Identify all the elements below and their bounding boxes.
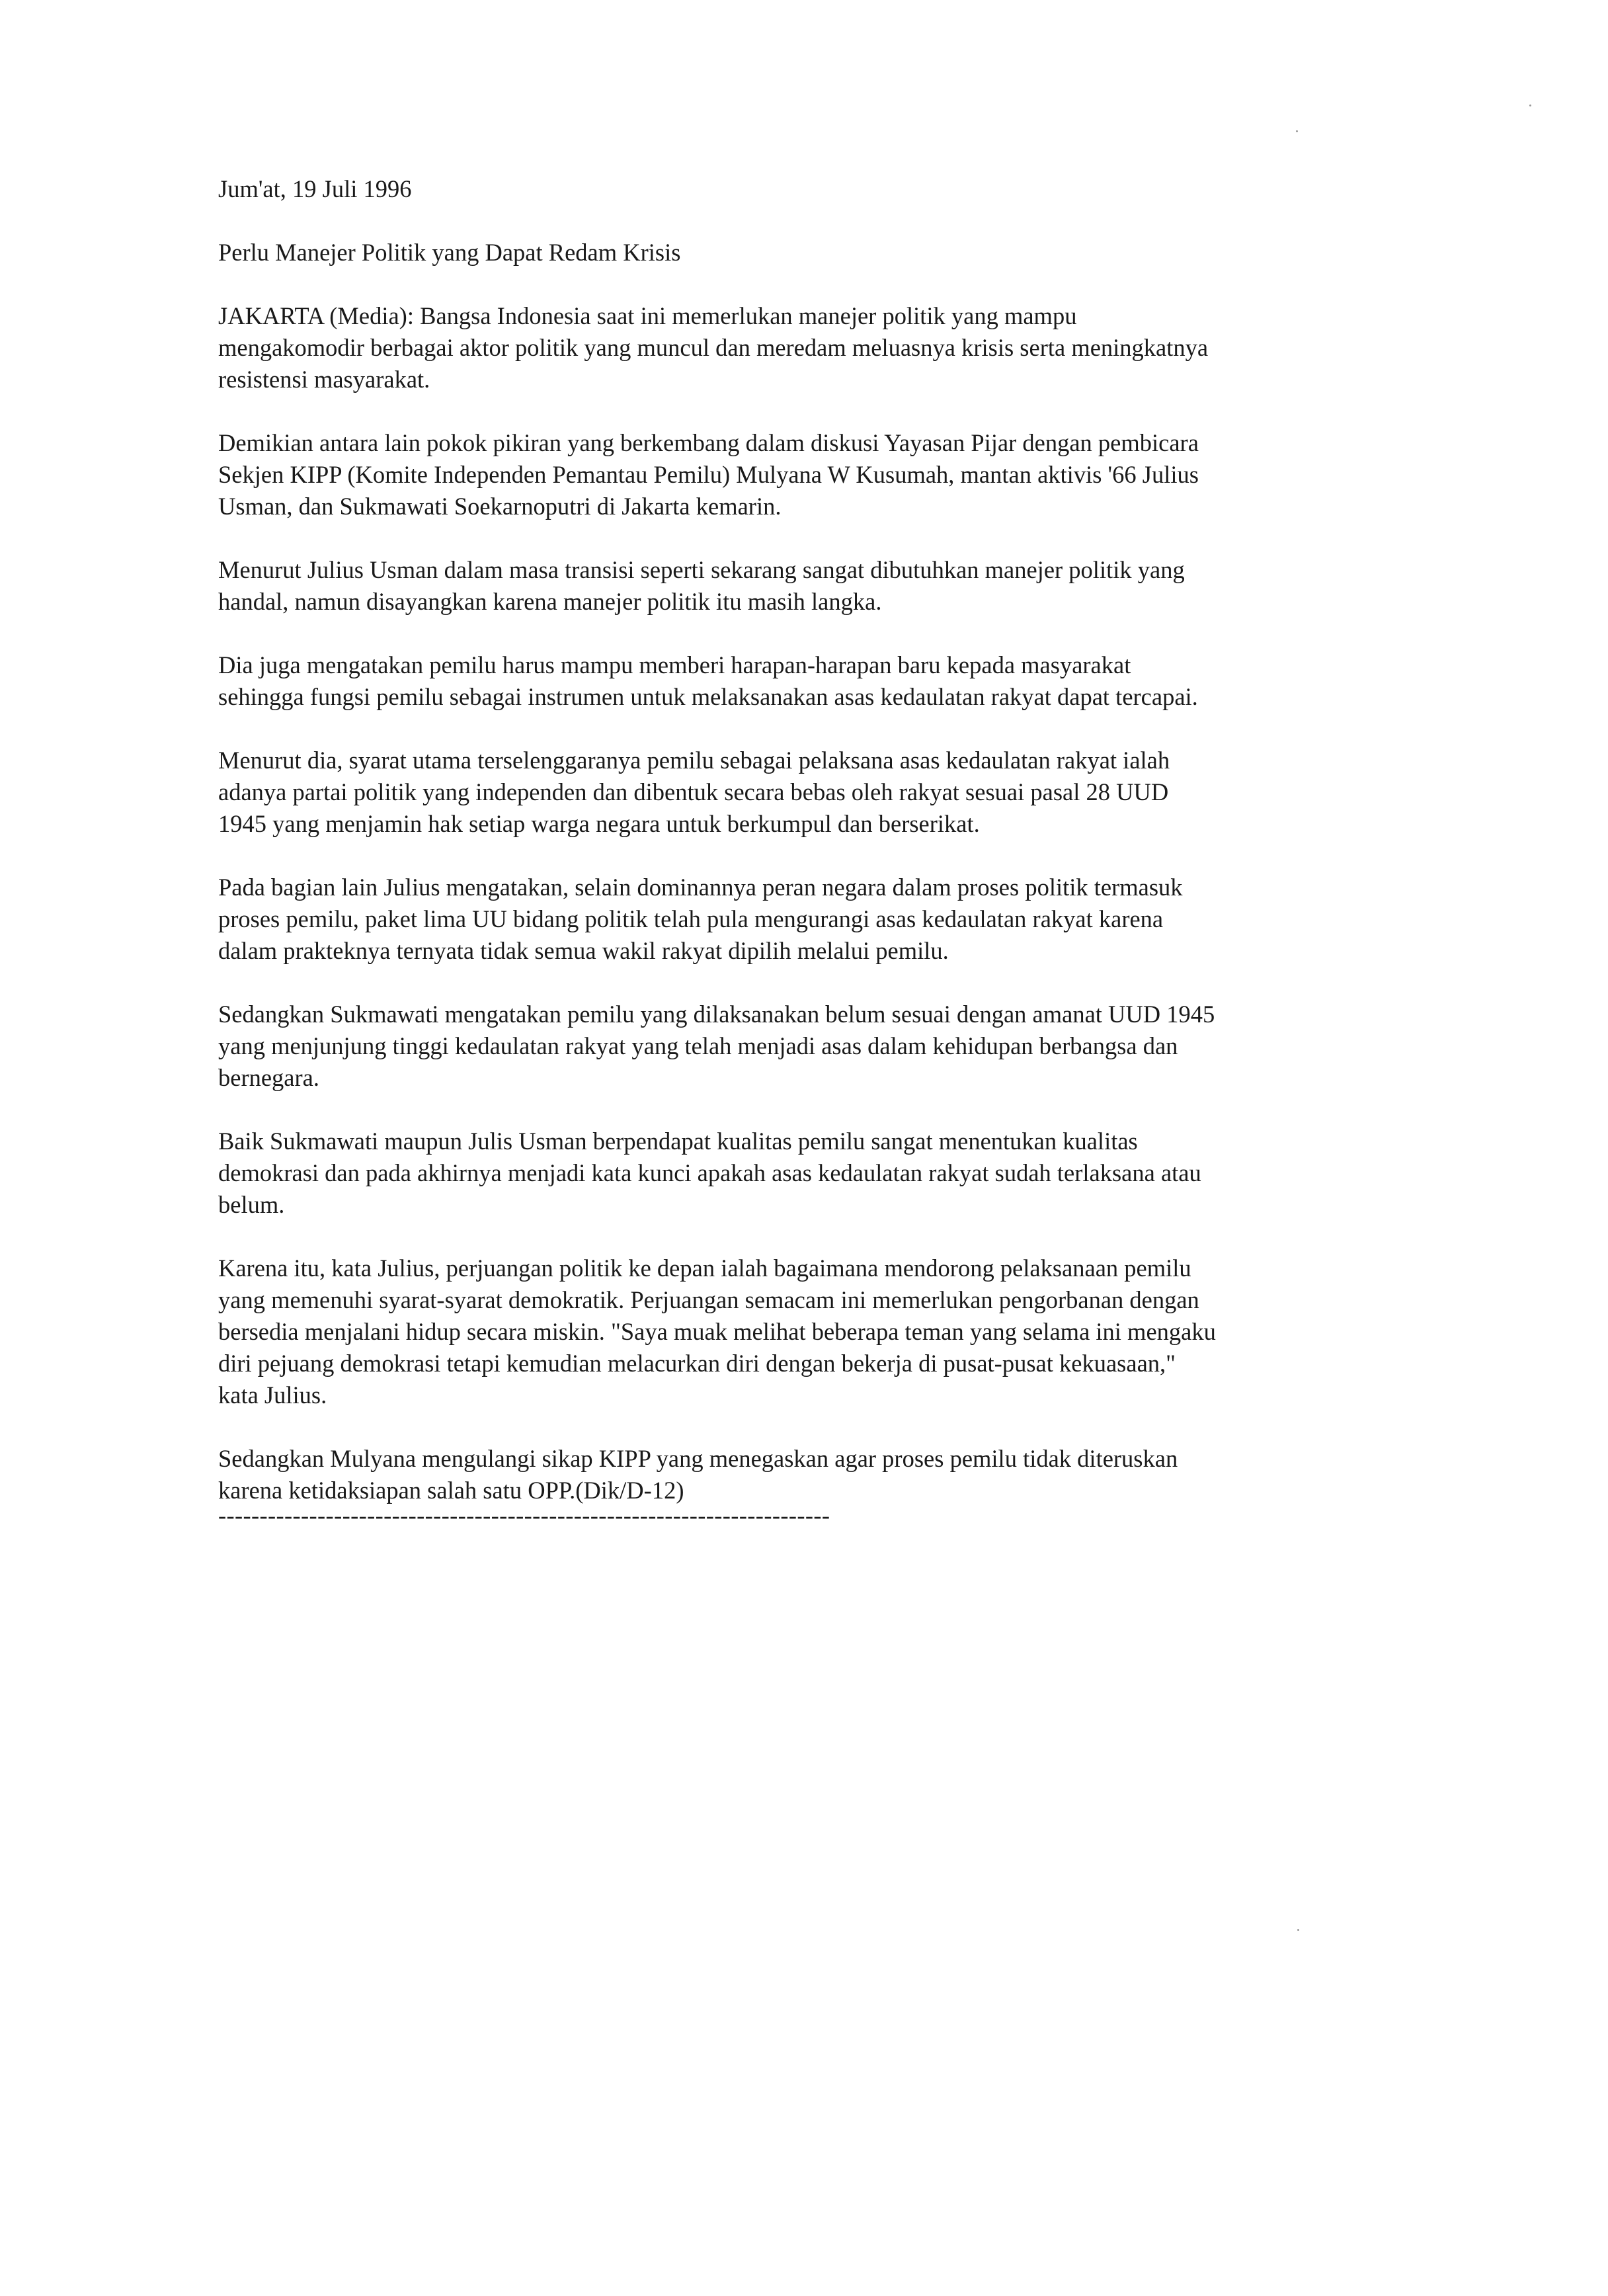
paragraph-line: Demikian antara lain pokok pikiran yang berkembang dalam diskusi Yayasan Pijar dengan pembicara bbox=[218, 429, 1199, 456]
separator-dashes: -------------------------------------------------------------------------- bbox=[218, 1502, 830, 1529]
paragraph-line: Menurut dia, syarat utama terselenggaranya pemilu sebagai pelaksana asas kedaulatan rakyat ialah bbox=[218, 747, 1170, 774]
paragraph-line: yang menjunjung tinggi kedaulatan rakyat yang telah menjadi asas dalam kehidupan berbangsa dan bbox=[218, 1032, 1178, 1059]
paragraph-5 bbox=[218, 745, 1369, 840]
paragraph-line: bersedia menjalani hidup secara miskin. "Saya muak melihat beberapa teman yang selama ini mengaku bbox=[218, 1318, 1216, 1345]
paragraph-line: bernegara. bbox=[218, 1064, 319, 1091]
article-title: Perlu Manejer Politik yang Dapat Redam Krisis bbox=[218, 239, 681, 266]
paragraph-10 bbox=[218, 1443, 1369, 1506]
paragraph-9 bbox=[218, 1252, 1369, 1411]
article-body bbox=[218, 173, 1369, 1532]
paragraph-8 bbox=[218, 1126, 1369, 1221]
paragraph-line: JAKARTA (Media): Bangsa Indonesia saat ini memerlukan manejer politik yang mampu bbox=[218, 302, 1077, 329]
paragraph-line: 1945 yang menjamin hak setiap warga negara untuk berkumpul dan berserikat. bbox=[218, 810, 980, 837]
paragraph-line: belum. bbox=[218, 1191, 285, 1218]
paragraph-1 bbox=[218, 300, 1369, 395]
scan-speck-top-right bbox=[1529, 104, 1531, 106]
paragraph-line: Dia juga mengatakan pemilu harus mampu memberi harapan-harapan baru kepada masyarakat bbox=[218, 651, 1131, 678]
paragraph-line: diri pejuang demokrasi tetapi kemudian melacurkan diri dengan bekerja di pusat-pusat kekuasaan," bbox=[218, 1350, 1176, 1377]
paragraph-line: Baik Sukmawati maupun Julis Usman berpendapat kualitas pemilu sangat menentukan kualitas bbox=[218, 1128, 1138, 1155]
paragraph-line: proses pemilu, paket lima UU bidang politik telah pula mengurangi asas kedaulatan rakyat karena bbox=[218, 905, 1164, 932]
paragraph-line: Usman, dan Sukmawati Soekarnoputri di Jakarta kemarin. bbox=[218, 493, 782, 520]
paragraph-line: kata Julius. bbox=[218, 1381, 327, 1409]
paragraph-line: Karena itu, kata Julius, perjuangan politik ke depan ialah bagaimana mendorong pelaksanaan pemilu bbox=[218, 1254, 1191, 1282]
paragraph-line: demokrasi dan pada akhirnya menjadi kata kunci apakah asas kedaulatan rakyat sudah terlaksana atau bbox=[218, 1159, 1201, 1186]
paragraph-line: Menurut Julius Usman dalam masa transisi seperti sekarang sangat dibutuhkan manejer politik yang bbox=[218, 556, 1185, 583]
paragraph-line: Pada bagian lain Julius mengatakan, selain dominannya peran negara dalam proses politik termasuk bbox=[218, 874, 1183, 901]
article-date: Jum'at, 19 Juli 1996 bbox=[218, 175, 412, 202]
paragraph-4 bbox=[218, 649, 1369, 713]
paragraph-line: handal, namun disayangkan karena manejer politik itu masih langka. bbox=[218, 588, 882, 615]
scan-speck-lower-right bbox=[1297, 1929, 1299, 1931]
paragraph-2 bbox=[218, 427, 1369, 522]
paragraph-line: Sekjen KIPP (Komite Independen Pemantau Pemilu) Mulyana W Kusumah, mantan aktivis '66 Julius bbox=[218, 461, 1199, 488]
paragraph-line: dalam prakteknya ternyata tidak semua wakil rakyat dipilih melalui pemilu. bbox=[218, 937, 949, 964]
paragraph-line: sehingga fungsi pemilu sebagai instrumen untuk melaksanakan asas kedaulatan rakyat dapat tercapai. bbox=[218, 683, 1198, 710]
paragraph-line: yang memenuhi syarat-syarat demokratik. Perjuangan semacam ini memerlukan pengorbanan dengan bbox=[218, 1286, 1199, 1313]
paragraph-6 bbox=[218, 872, 1369, 967]
scan-speck-upper-right bbox=[1296, 130, 1298, 132]
paragraph-line: mengakomodir berbagai aktor politik yang muncul dan meredam meluasnya krisis serta meningkatnya bbox=[218, 334, 1209, 361]
paragraph-line: adanya partai politik yang independen dan dibentuk secara bebas oleh rakyat sesuai pasal 28 UUD bbox=[218, 778, 1169, 805]
paragraph-line: karena ketidaksiapan salah satu OPP.(Dik/D-12) bbox=[218, 1477, 684, 1504]
paragraph-line: Sedangkan Sukmawati mengatakan pemilu yang dilaksanakan belum sesuai dengan amanat UUD 1945 bbox=[218, 1001, 1215, 1028]
paragraph-7 bbox=[218, 999, 1369, 1094]
paragraph-3 bbox=[218, 554, 1369, 618]
paragraph-line: resistensi masyarakat. bbox=[218, 366, 430, 393]
paragraph-line: Sedangkan Mulyana mengulangi sikap KIPP yang menegaskan agar proses pemilu tidak diteruskan bbox=[218, 1445, 1178, 1472]
